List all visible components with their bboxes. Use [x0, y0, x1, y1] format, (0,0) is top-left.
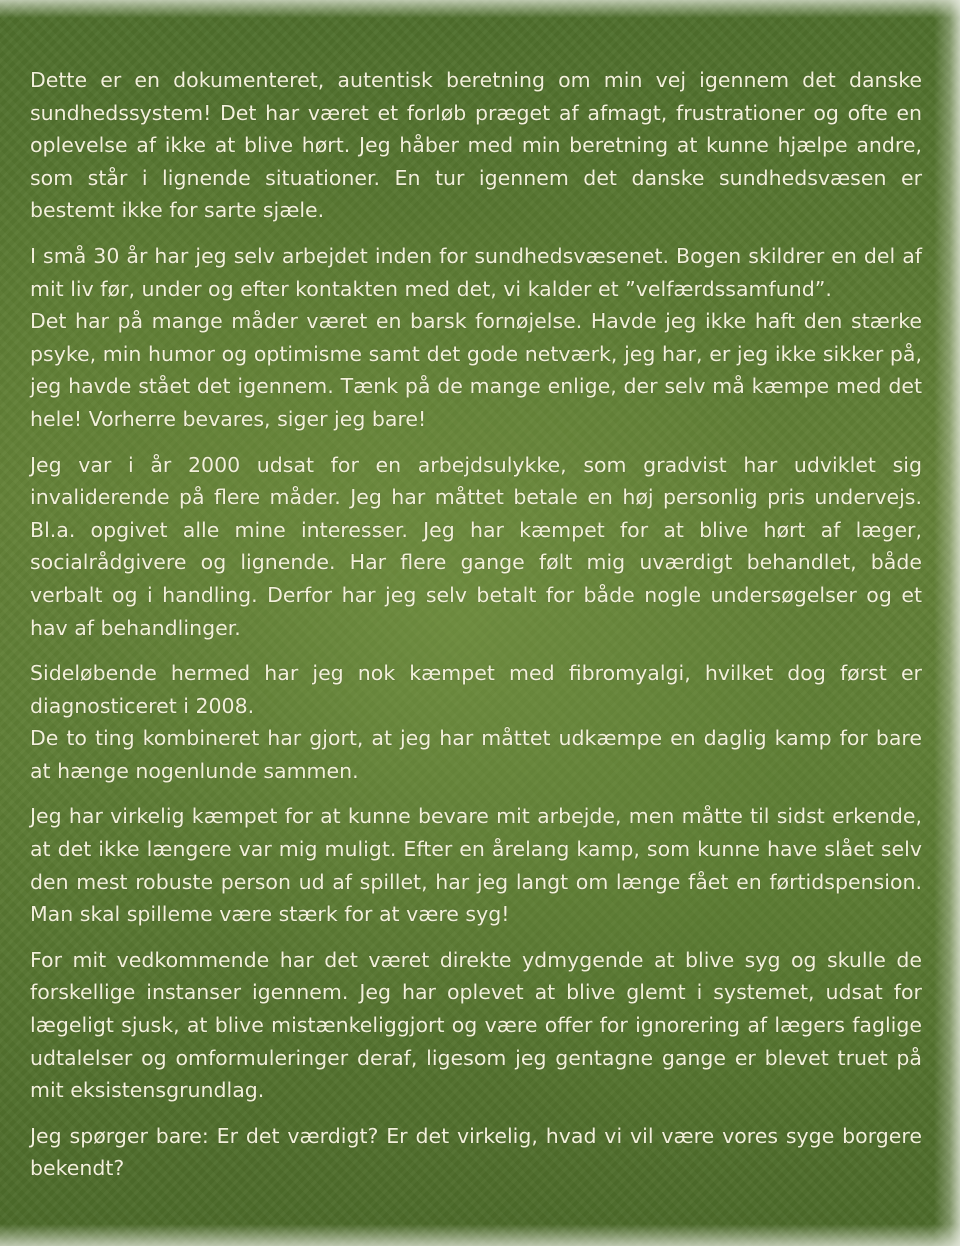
- page-edge-top: [0, 0, 960, 18]
- paragraph-pension: Jeg har virkelig kæmpet for at kunne bevare mit arbejde, men måtte til sidst erkende, at det ikke længere var mig muligt. Efter en årelang kamp, som kunne have slået selv den mest robuste person ud af spillet, har jeg langt om længe fået en førtidspension. Man skal spilleme være stærk for at være syg!: [30, 804, 922, 927]
- paragraph-hardship: Det har på mange måder været en barsk fornøjelse. Havde jeg ikke haft den stærke psyke, min humor og optimisme samt det gode netværk, jeg har, er jeg ikke sikker på, jeg havde stået det igennem. Tænk på de mange enlige, der selv må kæmpe med det hele! Vorherre bevares, siger jeg bare!: [30, 309, 922, 431]
- paragraph-accident: Jeg var i år 2000 udsat for en arbejdsulykke, som gradvist har udviklet sig invaliderende på flere måder. Jeg har måttet betale en høj personlig pris undervejs. Bl.a. opgivet alle mine interesser. Jeg har kæmpet for at blive hørt af læger, socialrådgivere og lignende. Har flere gange følt mig uværdigt behandlet, både verbalt og i handling. Derfor har jeg selv betalt for både nogle undersøgelser og et hav af behandlinger.: [30, 452, 922, 640]
- page-edge-right: [934, 0, 960, 1246]
- paragraph-humiliation: For mit vedkommende har det været direkte ydmygende at blive syg og skulle de forskellige instanser igennem. Jeg har oplevet at blive glemt i systemet, udsat for lægeligt sjusk, at blive mistænkeliggjort og være offer for ignorering af lægers faglige udtalelser og omformuleringer deraf, ligesom jeg gentagne gange er blevet truet på mit eksistensgrundlag.: [30, 947, 922, 1103]
- paragraph-daily-struggle: De to ting kombineret har gjort, at jeg har måttet udkæmpe en daglig kamp for bare at hænge nogenlunde sammen.: [30, 726, 922, 783]
- blurb-text: [30, 64, 922, 1198]
- page-edge-bottom: [0, 1224, 960, 1246]
- paragraph-fibromyalgia: Sideløbende hermed har jeg nok kæmpet med fibromyalgi, hvilket dog først er diagnosticeret i 2008.: [30, 661, 922, 718]
- paragraph-career: I små 30 år har jeg selv arbejdet inden for sundhedsvæsenet. Bogen skildrer en del af mit liv før, under og efter kontakten med det, vi kalder et ”velfærdssamfund”.: [30, 243, 922, 301]
- paragraph-intro: Dette er en dokumenteret, autentisk beretning om min vej igennem det danske sundhedssystem! Det har været et forløb præget af afmagt, frustrationer og ofte en oplevelse af ikke at blive hørt. Jeg håber med min beretning at kunne hjælpe andre, som står i lignende situationer. En tur igennem det danske sundhedsvæsen er bestemt ikke for sarte sjæle.: [30, 68, 922, 223]
- paragraph-question: Jeg spørger bare: Er det værdigt? Er det virkelig, hvad vi vil være vores syge borgere bekendt?: [30, 1123, 922, 1181]
